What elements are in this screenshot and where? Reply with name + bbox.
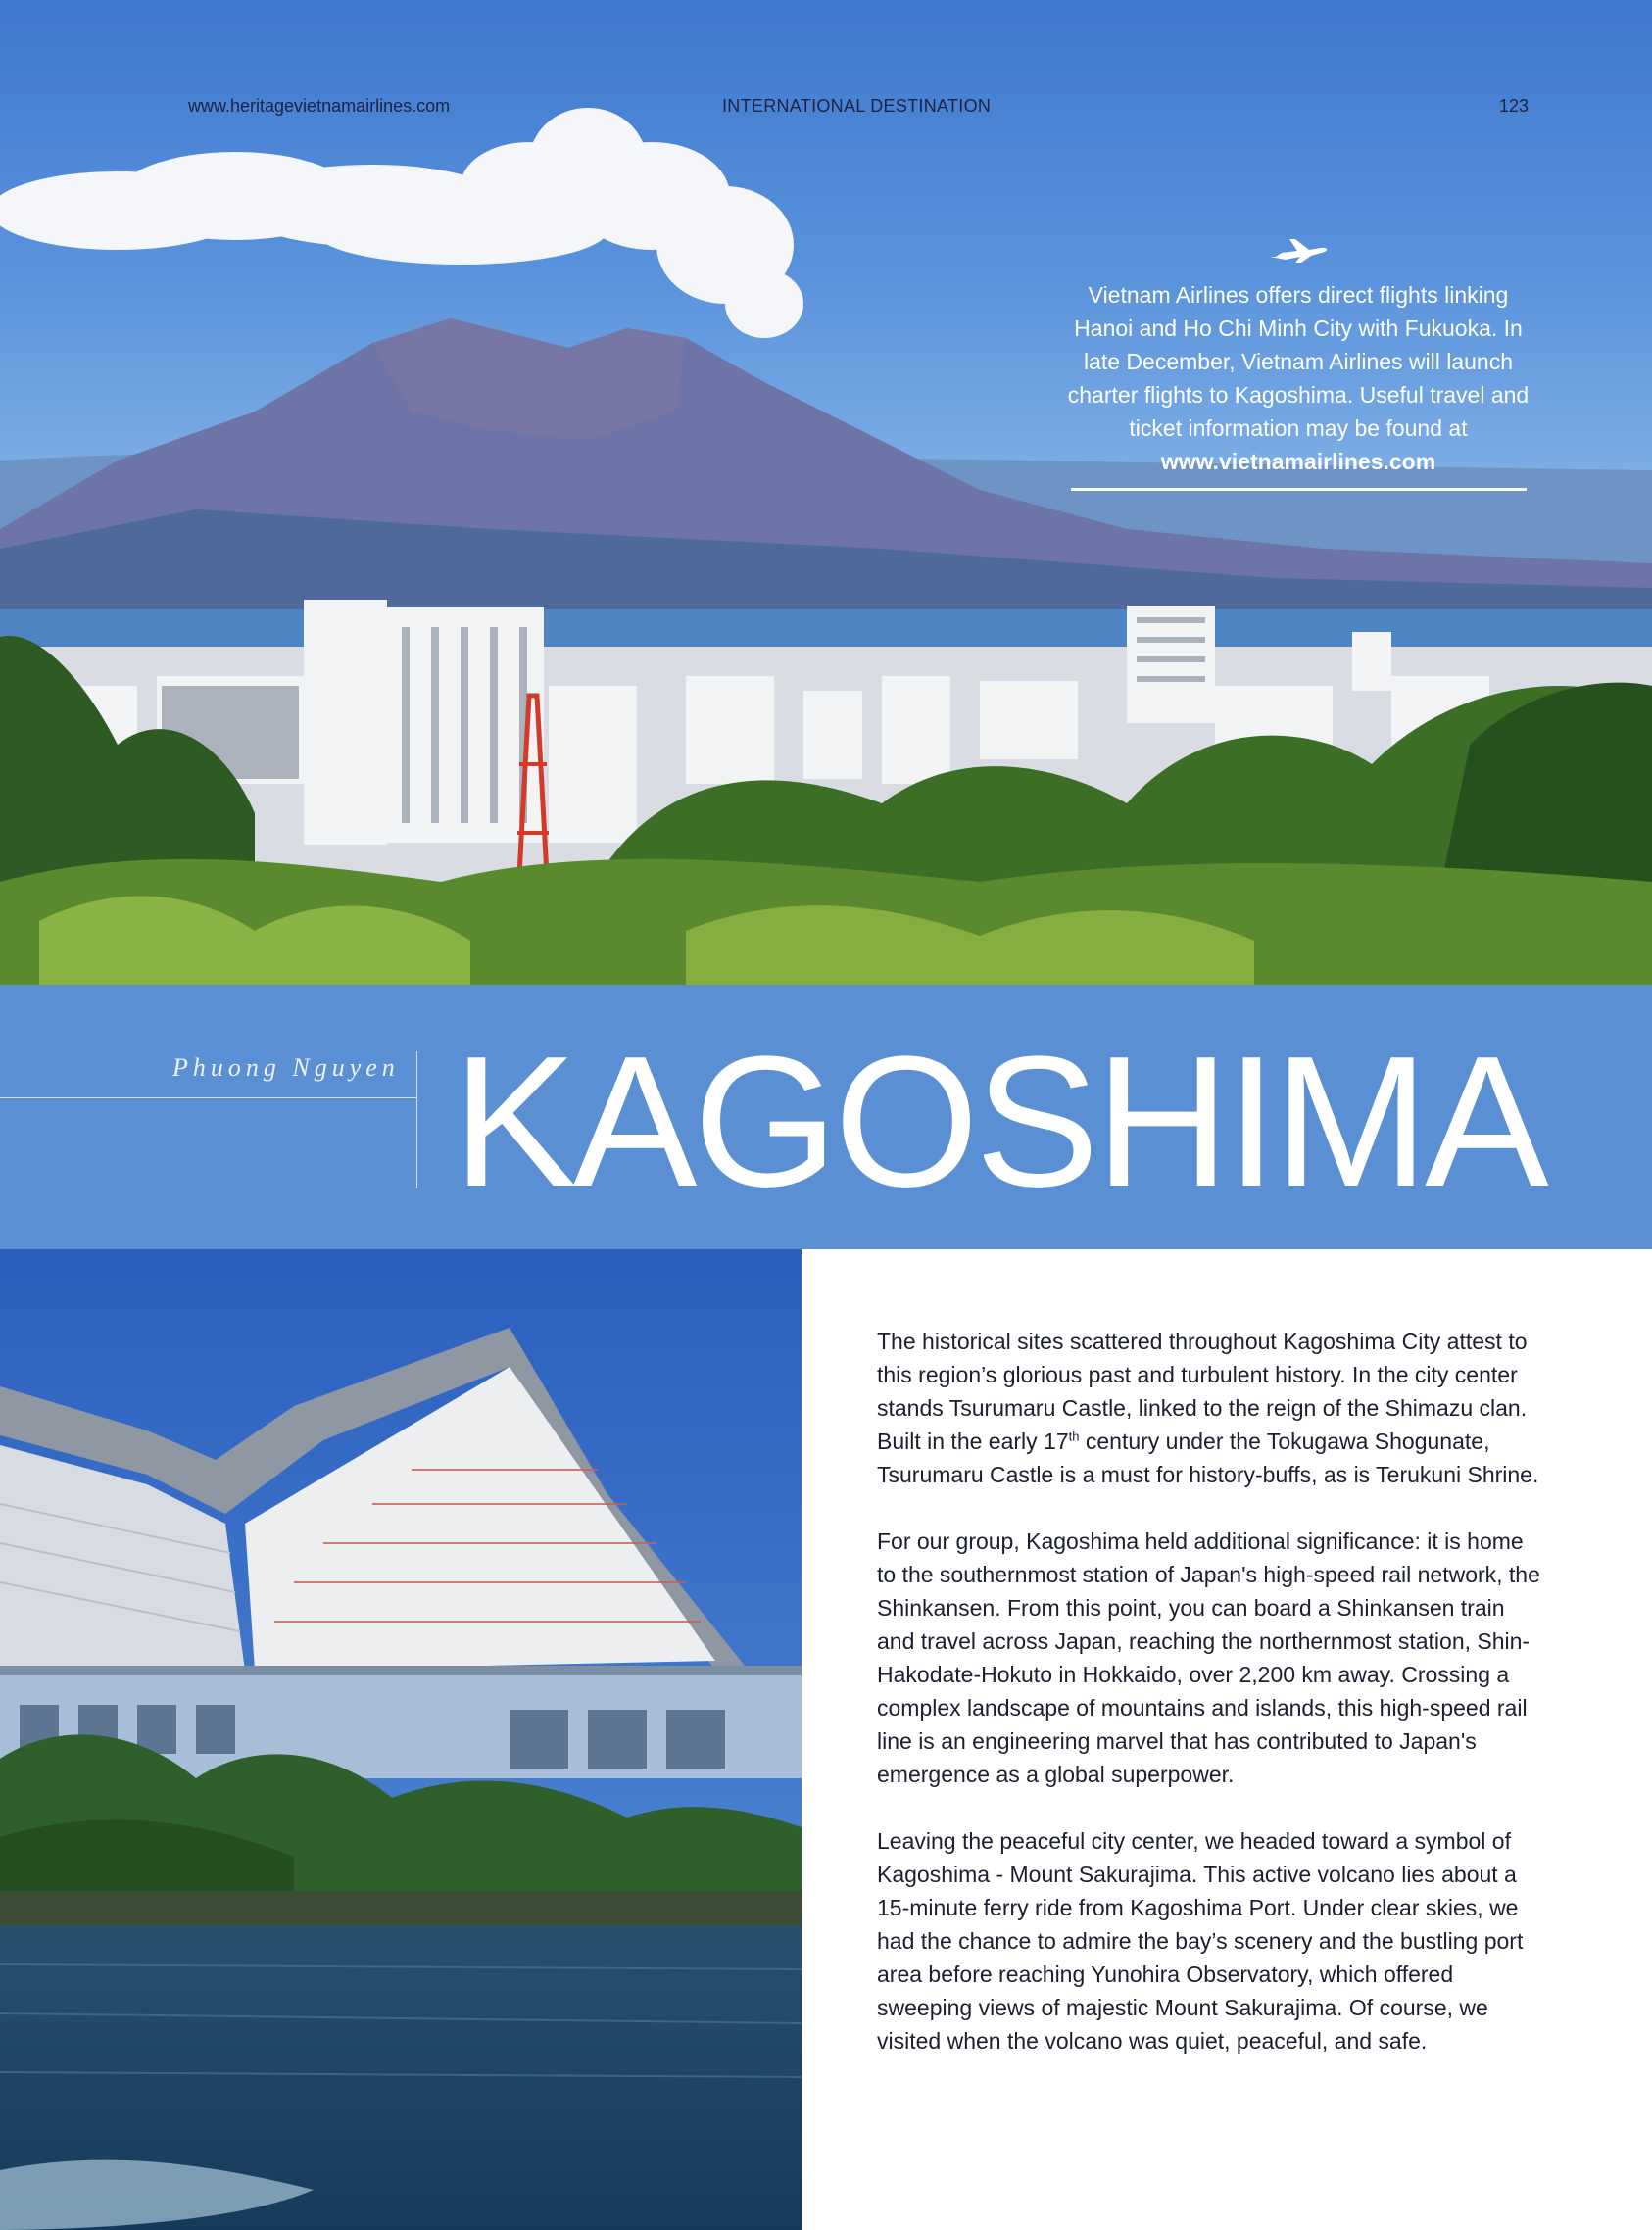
running-header	[0, 96, 1652, 120]
magazine-url[interactable]: www.heritagevietnamairlines.com	[188, 96, 451, 116]
author-byline: Phuong Nguyen	[172, 1053, 400, 1082]
hero-illustration	[0, 0, 1652, 985]
arena-illustration	[0, 1249, 802, 2230]
hero-photo-sakurajima-cityscape	[0, 0, 1652, 985]
lower-photo-arena-waterfront	[0, 1249, 802, 2230]
flight-info-callout	[1058, 235, 1538, 491]
cloud	[0, 108, 803, 338]
callout-body: Vietnam Airlines offers direct flights linking Hanoi and Ho Chi Minh City with Fukuoka. In late December, Vietnam Airlines will launch charter flights to Kagoshima. Useful travel and ticket information may be found at	[1067, 282, 1530, 441]
callout-link[interactable]: www.vietnamairlines.com	[1160, 449, 1436, 474]
paragraph-1-part-a: The historical sites scattered throughout Kagoshima City attest to this region’s glorious past and turbulent history. In the city center stands Tsurumaru Castle, linked to the reign of the Shimazu clan. Built in the early 17	[877, 1329, 1528, 1454]
page-number: 123	[1499, 96, 1530, 116]
airplane-icon	[1268, 235, 1329, 265]
paragraph-1-part-b: century under the Tokugawa Shogunate, Tsurumaru Castle is a must for history-buffs, as is Terukuni Shrine.	[877, 1429, 1539, 1487]
author-divider-vertical	[416, 1051, 417, 1188]
paragraph-3: Leaving the peaceful city center, we headed toward a symbol of Kagoshima - Mount Sakurajima. This active volcano lies about a 15-minute ferry ride from Kagoshima Port. Under clear skies, we had the chance to admire the bay’s scenery and the bustling port area before reaching Yunohira Observatory, which offered sweeping views of majestic Mount Sakurajima. Of course, we visited when the volcano was quiet, peaceful, and safe.	[877, 1828, 1524, 2054]
article-headline: KAGOSHIMA	[453, 1018, 1545, 1226]
section-label: INTERNATIONAL DESTINATION	[722, 96, 992, 116]
paragraph-2: For our group, Kagoshima held additional significance: it is home to the southernmost station of Japan's high-speed rail network, the Shinkansen. From this point, you can board a Shinkansen train and travel across Japan, reaching the northernmost station, Shin-Hakodate-Hokuto in Hokkaido, over 2,200 km away. Crossing a complex landscape of mountains and islands, this high-speed rail line is an engineering marvel that has contributed to Japan's emergence as a global superpower.	[877, 1528, 1540, 1787]
callout-text	[1058, 278, 1538, 478]
author-divider-horizontal	[0, 1097, 416, 1098]
article-body	[877, 1325, 1543, 2091]
paragraph-1	[877, 1325, 1543, 1491]
callout-underline	[1071, 488, 1527, 491]
ordinal-suffix: th	[1068, 1429, 1080, 1444]
